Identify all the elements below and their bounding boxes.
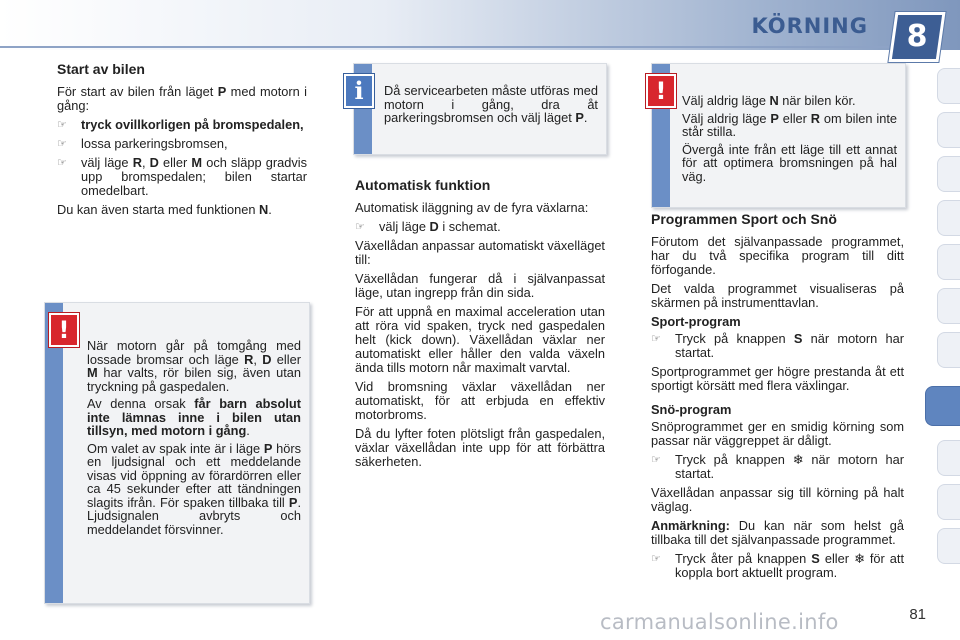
chapter-tab[interactable] <box>937 332 960 368</box>
step-item: ☞ Tryck på knappen S när motorn har startat. <box>651 331 904 360</box>
step-item: ☞ lossa parkeringsbromsen, <box>57 136 228 151</box>
warning-box-text: När motorn går på tomgång med lossade bromsar och läge R, D eller M har valts, rör bilen sig, även utan tryckning på gaspedalen. Av denna orsak får barn absolut inte lämnas inne i bilen utan tillsyn, med motorn i gång. Om valet av spak inte är i läge P hörs en ljudsignal och ett meddelande visas vid öppning av förardörren eller ca 45 sekunder efter att tändningen slagits ifrån. För spaken tillbaka till P. Ljudsignalen avbryts och meddelandet försvinner. <box>87 338 302 537</box>
section-heading: Automatisk funktion <box>355 177 491 193</box>
warning-icon: ! <box>646 74 676 108</box>
chapter-tab[interactable] <box>937 288 960 324</box>
snowflake-icon: ❄ <box>792 452 804 467</box>
chapter-number: 8 <box>906 19 928 54</box>
pointing-hand-icon: ☞ <box>651 454 661 466</box>
step-item: ☞ Tryck åter på knappen S eller ❄ för att koppla bort aktuellt program. <box>651 551 905 580</box>
chapter-tab[interactable] <box>937 440 960 476</box>
chapter-tab[interactable] <box>937 484 960 520</box>
chapter-tabs <box>930 68 960 578</box>
chapter-tab[interactable] <box>937 528 960 564</box>
step-item: ☞ välj läge D i schemat. <box>355 219 501 234</box>
intro-text: För start av bilen från läget P med motorn i gång: <box>57 84 307 113</box>
warning-box-gears <box>651 63 906 208</box>
chapter-tab-active[interactable] <box>925 386 960 426</box>
warning-box-children <box>44 302 310 604</box>
chapter-title: KÖRNING <box>751 14 868 38</box>
chapter-tab[interactable] <box>937 200 960 236</box>
programs-section: Programmen Sport och Snö Förutom det självanpassade programmet, har du två specifika program till ditt förfogande. Det valda programmet visualiseras på skärmen på instrumenttavlan. Sport-program ☞ Tryck på knappen S när motorn har startat. Sportprogrammet ger högre prestanda åt ett sportigt körsätt med flera växlingar. Snö-program Snöprogrammet ger en smidig körning som passar när väggreppet är dåligt. ☞ Tryck på knappen ❄ när motorn har startat. Växellådan anpassar sig till körning på halt väglag. Anmärkning: Du kan när som helst gå tillbaka till det självanpassade programmet. ☞ Tryck åter på knappen S eller ❄ för att koppla bort aktuellt program. <box>651 211 905 580</box>
snow-program-title: Snö-program <box>651 402 732 417</box>
manual-start-text: Du kan även starta med funktionen N. <box>57 202 272 217</box>
info-box-service <box>353 63 607 155</box>
automatic-section: Automatisk funktion Automatisk iläggning av de fyra växlarna: ☞ välj läge D i schemat. Växellådan anpassar automatiskt växelläget till: Växellådan fungerar då i självanpassat läge, utan ingrepp från din sida. För att uppnå en maximal acceleration utan att röra vid spaken, tryck ned gaspedalen helt (kick down). Växellådan växlar ner automatiskt eller håller den valda växeln ända tills motorn når maximalt varvtal. Vid bromsning växlar växellådan ner automatiskt, för att erbjuda en effektiv motorbroms. Då du lyfter foten plötsligt från gaspedalen, växlar växellådan inte upp för att förbättra säkerheten. <box>355 177 605 469</box>
chapter-number-badge <box>888 12 945 62</box>
sport-program-title: Sport-program <box>651 314 741 329</box>
box-stripe <box>45 303 63 603</box>
info-icon: i <box>344 74 374 108</box>
chapter-tab[interactable] <box>937 112 960 148</box>
pointing-hand-icon: ☞ <box>651 333 661 345</box>
chapter-tab[interactable] <box>937 68 960 104</box>
pointing-hand-icon: ☞ <box>57 138 67 150</box>
warning-box-text: Välj aldrig läge N när bilen kör. Välj aldrig läge P eller R om bilen inte står stilla. Övergå inte från ett läge till ett annat för att optimera bromsningen på hal väg. <box>682 93 897 184</box>
chapter-tab[interactable] <box>937 244 960 280</box>
start-section <box>57 62 307 222</box>
header-rule <box>0 46 905 48</box>
section-heading: Start av bilen <box>57 61 145 77</box>
pointing-hand-icon: ☞ <box>355 221 365 233</box>
step-item: ☞ Tryck på knappen ❄ när motorn har startat. <box>651 452 904 481</box>
watermark: carmanualsonline.info <box>600 610 839 634</box>
step-item: ☞ tryck ovillkorligen på bromspedalen, <box>57 117 304 132</box>
info-box-text: Då servicearbeten måste utföras med motorn i gång, dra åt parkeringsbromsen och välj läget P. <box>384 83 598 125</box>
snowflake-icon: ❄ <box>854 551 865 566</box>
pointing-hand-icon: ☞ <box>651 553 661 565</box>
pointing-hand-icon: ☞ <box>57 157 67 169</box>
step-item: ☞ välj läge R, D eller M och släpp gradvis upp bromspedalen; bilen startar omedelbart. <box>57 155 307 198</box>
warning-icon: ! <box>49 313 79 347</box>
section-heading: Programmen Sport och Snö <box>651 211 837 227</box>
chapter-tab[interactable] <box>937 156 960 192</box>
page-number: 81 <box>909 606 926 623</box>
note-text: Anmärkning: Du kan när som helst gå tillbaka till det självanpassade programmet. <box>651 518 904 547</box>
pointing-hand-icon: ☞ <box>57 119 67 131</box>
